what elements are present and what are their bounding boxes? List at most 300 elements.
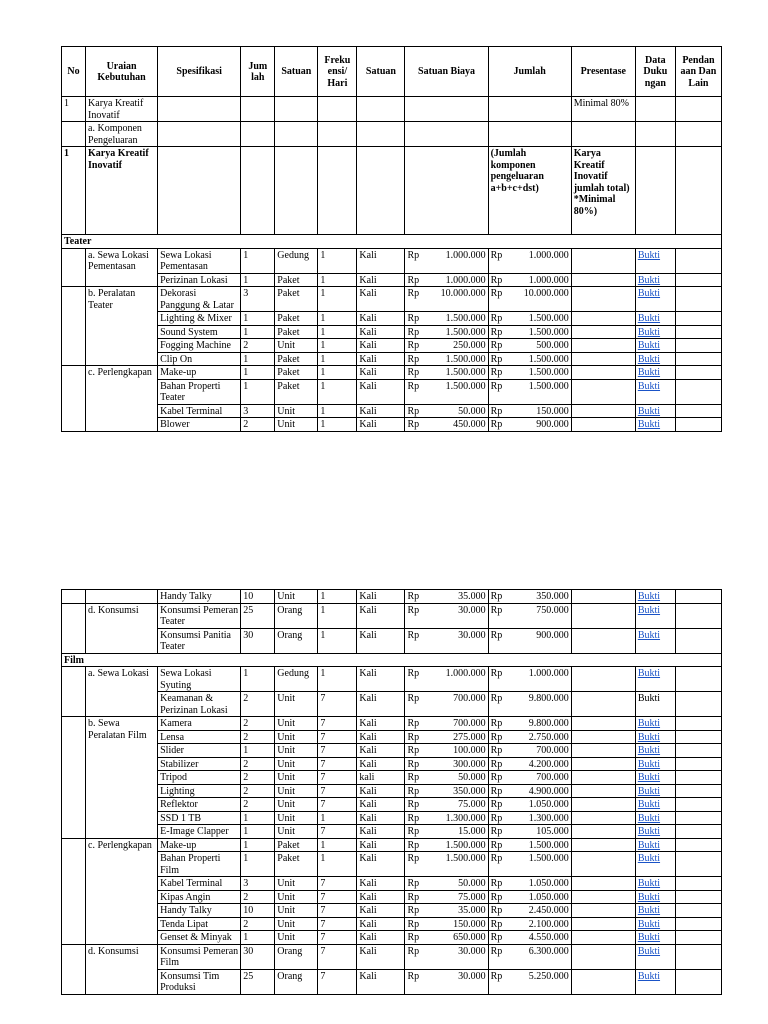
unit2-cell: Kali <box>357 744 405 758</box>
table-row <box>62 603 722 628</box>
percent-cell <box>571 404 635 418</box>
unit2-cell: Kali <box>357 366 405 380</box>
column-header: Jumlah <box>488 47 571 97</box>
unit-cost-cell <box>405 931 488 945</box>
unit-cost-cell <box>405 838 488 852</box>
total-cell <box>488 248 571 273</box>
table-row <box>62 931 722 945</box>
currency-label: Rp <box>490 772 503 783</box>
spec-cell: Make-up <box>158 366 241 380</box>
total-cell <box>488 717 571 731</box>
no-cell <box>62 366 86 432</box>
spec-cell: Konsumsi Tim Produksi <box>158 969 241 994</box>
evidence-cell <box>635 771 675 785</box>
table-row <box>62 366 722 380</box>
unit2-cell: Kali <box>357 628 405 653</box>
percent-cell <box>571 852 635 877</box>
evidence-link[interactable]: Bukti <box>637 249 661 261</box>
section-title: Teater <box>62 235 722 249</box>
no-cell <box>62 287 86 366</box>
spec-cell: Konsumsi Pemeran Film <box>158 944 241 969</box>
other-funding-cell <box>675 877 721 891</box>
evidence-link[interactable]: Bukti <box>637 772 661 783</box>
other-funding-cell <box>675 944 721 969</box>
unit2-cell: Kali <box>357 825 405 839</box>
evidence-link[interactable]: Bukti <box>637 288 661 299</box>
table-row <box>62 852 722 877</box>
qty-cell: 1 <box>241 838 275 852</box>
unit-cell: Unit <box>275 730 318 744</box>
other-funding-cell <box>675 339 721 353</box>
evidence-link[interactable]: Bukti <box>637 745 661 756</box>
currency-label: Rp <box>490 419 503 430</box>
other-funding-cell <box>675 838 721 852</box>
evidence-cell <box>635 404 675 418</box>
table-row <box>62 418 722 432</box>
total-cell <box>488 771 571 785</box>
percent-cell <box>571 717 635 731</box>
percent-cell <box>571 771 635 785</box>
currency-label: Rp <box>490 604 503 616</box>
evidence-cell <box>635 97 675 122</box>
currency-label: Rp <box>407 249 420 261</box>
currency-label: Rp <box>407 693 420 704</box>
spec-cell: Genset & Minyak <box>158 931 241 945</box>
evidence-link[interactable]: Bukti <box>637 905 661 916</box>
freq-cell: 1 <box>318 352 357 366</box>
unit-cost-cell-value: 1.500.000 <box>445 326 486 338</box>
unit-cell: Unit <box>275 339 318 353</box>
qty-cell: 10 <box>241 904 275 918</box>
unit-cost-cell <box>405 590 488 604</box>
qty-cell: 2 <box>241 917 275 931</box>
table-row <box>62 717 722 731</box>
total-cell <box>488 273 571 287</box>
currency-label: Rp <box>407 758 420 770</box>
evidence-link[interactable]: Bukti <box>637 945 661 957</box>
percent-cell <box>571 798 635 812</box>
unit-cost-cell-value: 250.000 <box>453 340 486 351</box>
unit-cost-cell <box>405 366 488 380</box>
unit-cell: Paket <box>275 838 318 852</box>
currency-label: Rp <box>490 918 503 930</box>
total-cell-value: 4.550.000 <box>528 932 569 943</box>
unit-cell: Unit <box>275 784 318 798</box>
total-cell <box>488 931 571 945</box>
unit-cost-cell <box>405 784 488 798</box>
total-cell <box>488 877 571 891</box>
evidence-cell <box>635 366 675 380</box>
spec-cell: SSD 1 TB <box>158 811 241 825</box>
unit-cost-cell-value: 10.000.000 <box>440 288 486 299</box>
spec-cell: Tripod <box>158 771 241 785</box>
table-row <box>62 248 722 273</box>
unit-cost-cell-value: 75.000 <box>458 891 486 903</box>
spec-cell: Handy Talky <box>158 904 241 918</box>
section-title: Film <box>62 653 722 667</box>
unit-cell: Unit <box>275 904 318 918</box>
no-cell <box>62 603 86 653</box>
other-funding-cell <box>675 757 721 771</box>
unit-cost-cell-value: 50.000 <box>458 772 486 783</box>
currency-label: Rp <box>407 799 420 810</box>
total-cell <box>488 667 571 692</box>
empty-cell <box>158 147 241 235</box>
uraian-cell: Karya Kreatif Inovatif <box>86 147 158 235</box>
spec-cell: Bahan Properti Film <box>158 852 241 877</box>
unit2-cell: Kali <box>357 603 405 628</box>
unit-cost-cell <box>405 798 488 812</box>
table-row <box>62 325 722 339</box>
evidence-link[interactable]: Bukti <box>637 826 661 837</box>
unit-cost-cell <box>405 325 488 339</box>
freq-cell: 1 <box>318 603 357 628</box>
qty-cell: 2 <box>241 757 275 771</box>
total-cell-value: 1.000.000 <box>528 274 569 286</box>
currency-label: Rp <box>490 249 503 261</box>
unit-cost-cell <box>405 877 488 891</box>
evidence-cell <box>635 944 675 969</box>
other-funding-cell <box>675 273 721 287</box>
empty-cell <box>275 147 318 235</box>
unit-cost-cell <box>405 312 488 326</box>
qty-cell: 2 <box>241 717 275 731</box>
unit-cell: Unit <box>275 877 318 891</box>
total-cell <box>488 969 571 994</box>
evidence-link[interactable]: Bukti <box>637 274 661 286</box>
unit-cell: Orang <box>275 628 318 653</box>
currency-label: Rp <box>490 693 503 704</box>
total-cell <box>488 692 571 717</box>
total-cell-value: 1.050.000 <box>528 891 569 903</box>
spec-cell: Lighting & Mixer <box>158 312 241 326</box>
other-funding-cell <box>675 717 721 731</box>
qty-cell: 2 <box>241 339 275 353</box>
unit-cost-cell <box>405 379 488 404</box>
unit-cell: Unit <box>275 825 318 839</box>
table-row <box>62 730 722 744</box>
currency-label: Rp <box>407 629 420 641</box>
qty-cell: 3 <box>241 287 275 312</box>
percent-cell <box>571 904 635 918</box>
currency-label: Rp <box>490 799 503 810</box>
total-cell-value: 1.500.000 <box>528 853 569 864</box>
evidence-cell <box>635 730 675 744</box>
unit-cost-cell <box>405 730 488 744</box>
freq-cell: 7 <box>318 784 357 798</box>
currency-label: Rp <box>490 812 503 824</box>
currency-label: Rp <box>490 668 503 679</box>
percent-cell <box>571 667 635 692</box>
unit2-cell: Kali <box>357 730 405 744</box>
evidence-link[interactable]: Bukti <box>637 785 661 797</box>
unit2-cell: Kali <box>357 339 405 353</box>
qty-cell: 3 <box>241 877 275 891</box>
group-label: d. Konsumsi <box>86 603 158 653</box>
evidence-cell <box>635 744 675 758</box>
currency-label: Rp <box>407 591 420 602</box>
total-cell-value: 900.000 <box>536 419 569 430</box>
evidence-link[interactable]: Bukti <box>637 629 661 641</box>
unit2-cell: Kali <box>357 418 405 432</box>
qty-cell: 1 <box>241 312 275 326</box>
total-cell <box>488 811 571 825</box>
table-row <box>62 904 722 918</box>
empty-cell <box>275 122 318 147</box>
table-row <box>62 944 722 969</box>
evidence-link[interactable]: Bukti <box>637 799 661 810</box>
freq-cell: 7 <box>318 744 357 758</box>
evidence-cell <box>635 339 675 353</box>
evidence-link[interactable]: Bukti <box>637 591 661 602</box>
group-label: c. Perlengkapan <box>86 366 158 432</box>
percent-cell <box>571 273 635 287</box>
spec-cell: Kamera <box>158 717 241 731</box>
percent-cell <box>571 122 635 147</box>
group-label: b. Sewa Peralatan Film <box>86 717 158 839</box>
percent-cell <box>571 825 635 839</box>
qty-cell: 1 <box>241 931 275 945</box>
unit-cost-cell-value: 1.500.000 <box>445 853 486 864</box>
currency-label: Rp <box>490 878 503 889</box>
percent-cell <box>571 757 635 771</box>
currency-label: Rp <box>407 878 420 889</box>
evidence-cell <box>635 667 675 692</box>
unit2-cell: Kali <box>357 784 405 798</box>
currency-label: Rp <box>407 970 420 982</box>
evidence-link[interactable]: Bukti <box>637 878 661 889</box>
percent-cell: Minimal 80% <box>571 97 635 122</box>
currency-label: Rp <box>490 313 503 324</box>
unit-cell: Orang <box>275 944 318 969</box>
currency-label: Rp <box>407 772 420 783</box>
evidence-link[interactable]: Bukti <box>637 839 661 851</box>
unit-cell: Gedung <box>275 667 318 692</box>
column-header: Jum lah <box>241 47 275 97</box>
unit2-cell: Kali <box>357 379 405 404</box>
unit2-cell: Kali <box>357 273 405 287</box>
unit-cell: Unit <box>275 798 318 812</box>
total-cell <box>488 603 571 628</box>
other-funding-cell <box>675 248 721 273</box>
evidence-cell <box>635 784 675 798</box>
percent-cell <box>571 744 635 758</box>
qty-cell: 30 <box>241 628 275 653</box>
unit-cost-cell-value: 1.300.000 <box>445 812 486 824</box>
unit-cell: Paket <box>275 312 318 326</box>
currency-label: Rp <box>407 367 420 378</box>
percent-cell <box>571 325 635 339</box>
budget-table-page1 <box>61 46 722 432</box>
freq-cell: 1 <box>318 325 357 339</box>
freq-cell: 1 <box>318 404 357 418</box>
header-row <box>62 47 722 97</box>
spec-cell: Fogging Machine <box>158 339 241 353</box>
evidence-link[interactable]: Bukti <box>637 970 661 982</box>
evidence-link[interactable]: Bukti <box>637 405 661 417</box>
unit-cell: Unit <box>275 931 318 945</box>
evidence-link[interactable]: Bukti <box>637 604 661 616</box>
total-cell-value: 700.000 <box>536 772 569 783</box>
evidence-link[interactable]: Bukti <box>637 367 661 378</box>
evidence-link[interactable]: Bukti <box>637 380 661 392</box>
currency-label: Rp <box>490 891 503 903</box>
total-cell <box>488 404 571 418</box>
freq-cell: 7 <box>318 771 357 785</box>
unit-cost-cell <box>405 352 488 366</box>
qty-cell: 1 <box>241 744 275 758</box>
total-cell <box>488 904 571 918</box>
evidence-cell <box>635 418 675 432</box>
total-cell-value: 1.500.000 <box>528 313 569 324</box>
total-cell <box>488 339 571 353</box>
percent-cell <box>571 312 635 326</box>
evidence-link[interactable]: Bukti <box>637 918 661 930</box>
currency-label: Rp <box>490 731 503 743</box>
spec-cell: Keamanan & Perizinan Lokasi <box>158 692 241 717</box>
currency-label: Rp <box>407 326 420 338</box>
currency-label: Rp <box>490 853 503 864</box>
group-label: d. Konsumsi <box>86 944 158 994</box>
other-funding-cell <box>675 904 721 918</box>
other-funding-cell <box>675 122 721 147</box>
total-cell-value: 1.050.000 <box>528 799 569 810</box>
unit-cell: Paket <box>275 287 318 312</box>
unit2-cell: Kali <box>357 811 405 825</box>
freq-cell: 1 <box>318 379 357 404</box>
empty-cell <box>241 122 275 147</box>
total-cell-value: 500.000 <box>536 340 569 351</box>
evidence-link[interactable]: Bukti <box>637 812 661 824</box>
currency-label: Rp <box>407 340 420 351</box>
evidence-cell <box>635 757 675 771</box>
evidence-link[interactable]: Bukti <box>637 419 661 430</box>
evidence-link[interactable]: Bukti <box>637 932 661 943</box>
unit-cell: Unit <box>275 692 318 717</box>
evidence-link[interactable]: Bukti <box>637 353 661 365</box>
unit2-cell: Kali <box>357 404 405 418</box>
evidence-link[interactable]: Bukti <box>637 668 661 679</box>
freq-cell: 1 <box>318 838 357 852</box>
total-cell <box>488 825 571 839</box>
table-row <box>62 667 722 692</box>
column-header: Spesifikasi <box>158 47 241 97</box>
freq-cell: 1 <box>318 811 357 825</box>
evidence-link[interactable]: Bukti <box>637 758 661 770</box>
evidence-cell <box>635 931 675 945</box>
unit-cell: Unit <box>275 811 318 825</box>
spec-cell: Handy Talky <box>158 590 241 604</box>
unit-cost-cell <box>405 969 488 994</box>
empty-cell <box>158 97 241 122</box>
total-cell-value: 1.500.000 <box>528 380 569 392</box>
table-row <box>62 825 722 839</box>
qty-cell: 2 <box>241 730 275 744</box>
total-cell <box>488 418 571 432</box>
total-cell-value: 105.000 <box>536 826 569 837</box>
unit-cell: Orang <box>275 603 318 628</box>
freq-cell: 1 <box>318 418 357 432</box>
other-funding-cell <box>675 744 721 758</box>
percent-cell <box>571 590 635 604</box>
currency-label: Rp <box>490 826 503 837</box>
unit2-cell: Kali <box>357 852 405 877</box>
total-cell-value: 700.000 <box>536 745 569 756</box>
unit2-cell: Kali <box>357 904 405 918</box>
spec-cell: Sound System <box>158 325 241 339</box>
total-cell <box>488 890 571 904</box>
currency-label: Rp <box>490 945 503 957</box>
empty-cell <box>357 147 405 235</box>
other-funding-cell <box>675 366 721 380</box>
table-row <box>62 838 722 852</box>
no-cell: 1 <box>62 147 86 235</box>
currency-label: Rp <box>407 932 420 943</box>
evidence-link[interactable]: Bukti <box>637 313 661 324</box>
evidence-link[interactable]: Bukti <box>637 731 661 743</box>
total-cell <box>488 744 571 758</box>
unit2-cell: Kali <box>357 798 405 812</box>
table-row <box>62 339 722 353</box>
unit2-cell: Kali <box>357 312 405 326</box>
percent-cell <box>571 692 635 717</box>
total-cell-value: 1.500.000 <box>528 839 569 851</box>
percent-cell <box>571 838 635 852</box>
unit-cost-cell-value: 75.000 <box>458 799 486 810</box>
freq-cell: 1 <box>318 667 357 692</box>
evidence-link[interactable]: Bukti <box>637 340 661 351</box>
no-cell <box>62 122 86 147</box>
currency-label: Rp <box>407 718 420 729</box>
unit-cost-cell-value: 35.000 <box>458 591 486 602</box>
total-cell-value: 150.000 <box>536 405 569 417</box>
currency-label: Rp <box>490 839 503 851</box>
unit-cell: Unit <box>275 418 318 432</box>
no-cell <box>62 667 86 717</box>
percent-cell <box>571 917 635 931</box>
evidence-link[interactable]: Bukti <box>637 326 661 338</box>
spec-cell: Konsumsi Pemeran Teater <box>158 603 241 628</box>
qty-cell: 1 <box>241 811 275 825</box>
no-cell <box>62 590 86 604</box>
qty-cell: 1 <box>241 379 275 404</box>
unit-cost-cell-value: 700.000 <box>453 718 486 729</box>
unit2-cell: Kali <box>357 890 405 904</box>
evidence-link[interactable]: Bukti <box>637 853 661 864</box>
no-cell <box>62 838 86 944</box>
unit-cost-cell-value: 650.000 <box>453 932 486 943</box>
evidence-link[interactable]: Bukti <box>637 718 661 729</box>
percent-cell <box>571 890 635 904</box>
total-cell-value: 2.100.000 <box>528 918 569 930</box>
evidence-cell <box>635 590 675 604</box>
column-header: Satuan <box>275 47 318 97</box>
total-cell <box>488 917 571 931</box>
evidence-link[interactable]: Bukti <box>637 891 661 903</box>
evidence-cell <box>635 312 675 326</box>
currency-label: Rp <box>407 839 420 851</box>
total-cell-value: 1.000.000 <box>528 668 569 679</box>
column-header: No <box>62 47 86 97</box>
total-cell <box>488 325 571 339</box>
table-row <box>62 379 722 404</box>
unit2-cell: Kali <box>357 692 405 717</box>
unit-cost-cell <box>405 404 488 418</box>
evidence-cell <box>635 904 675 918</box>
unit-cost-cell <box>405 418 488 432</box>
total-cell <box>488 122 571 147</box>
currency-label: Rp <box>490 629 503 641</box>
